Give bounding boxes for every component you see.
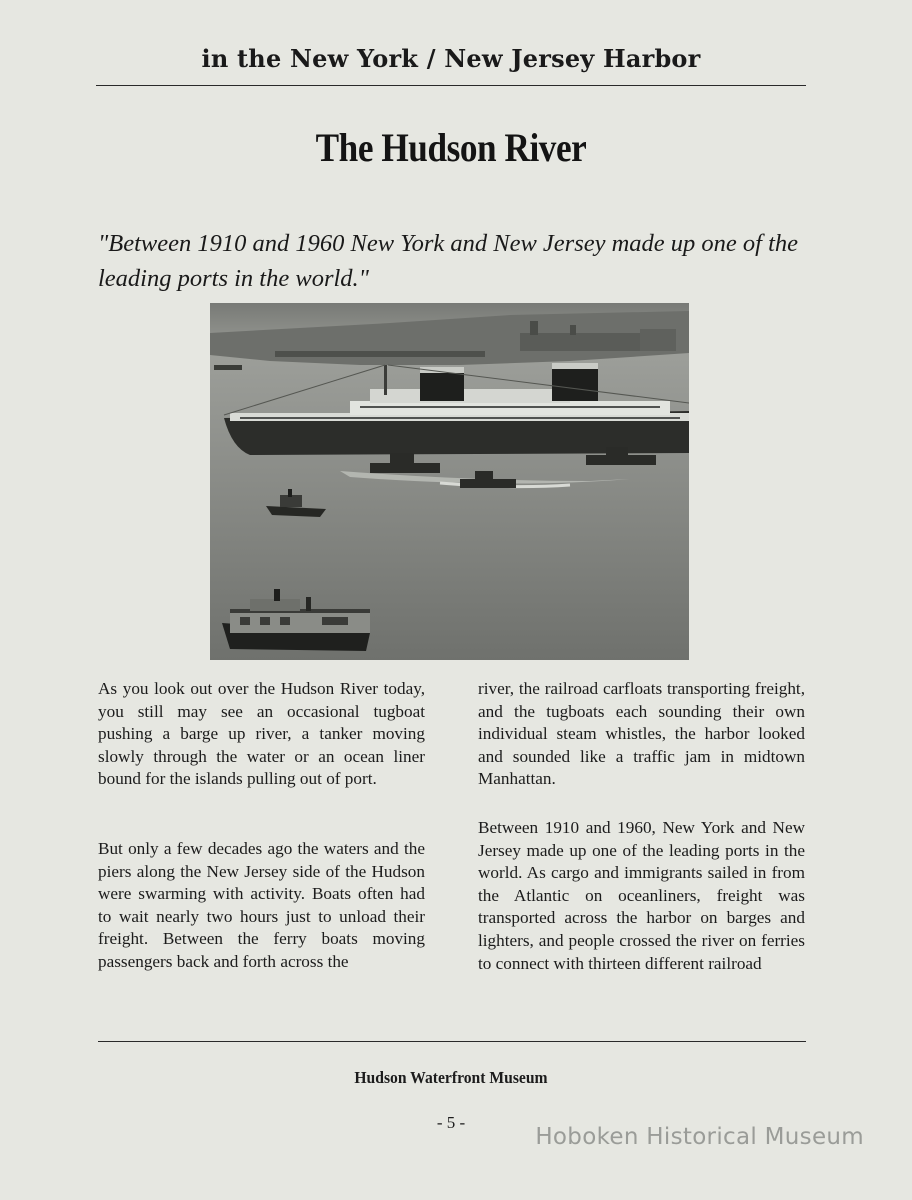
page-number: - 5 - [436,1113,466,1132]
right-column [478,678,805,973]
running-head: in the New York / New Jersey Harbor [201,44,701,73]
left-column [98,678,425,971]
left-paragraph-1: As you look out over the Hudson River today, you still may see an occasional tugboat pushing a barge up river, a tanker moving slowly through the water or an ocean liner bound for the islands pulling out of port. [98,679,425,789]
ocean-liner-photo [210,303,689,660]
right-paragraph-1: river, the railroad carfloats transporting freight, and the tugboats each sounding their own individual steam whistles, the harbor looked and sounded like a traffic jam in midtown Manhattan. [478,679,805,789]
footer-rule [98,1041,806,1042]
article-title: The Hudson River [315,125,587,170]
pull-quote: "Between 1910 and 1960 New York and New Jersey made up one of the leading ports in the world." [98,230,799,292]
header-rule [96,85,806,86]
watermark: Hoboken Historical Museum [535,1124,864,1150]
right-paragraph-2: Between 1910 and 1960, New York and New Jersey made up one of the leading ports in the world. As cargo and immigrants sailed in from the Atlantic on oceanliners, freight was transported across the harbor on barges and lighters, and people crossed the river on ferries to connect with thirteen different railroad [478,818,805,973]
footer-publisher: Hudson Waterfront Museum [354,1068,548,1087]
left-paragraph-2: But only a few decades ago the waters and the piers along the New Jersey side of the Hudson were swarming with activity. Boats often had to wait nearly two hours just to unload their freight. Between the ferry boats moving passengers back and forth across the [98,839,425,971]
distant-boat [214,365,242,370]
